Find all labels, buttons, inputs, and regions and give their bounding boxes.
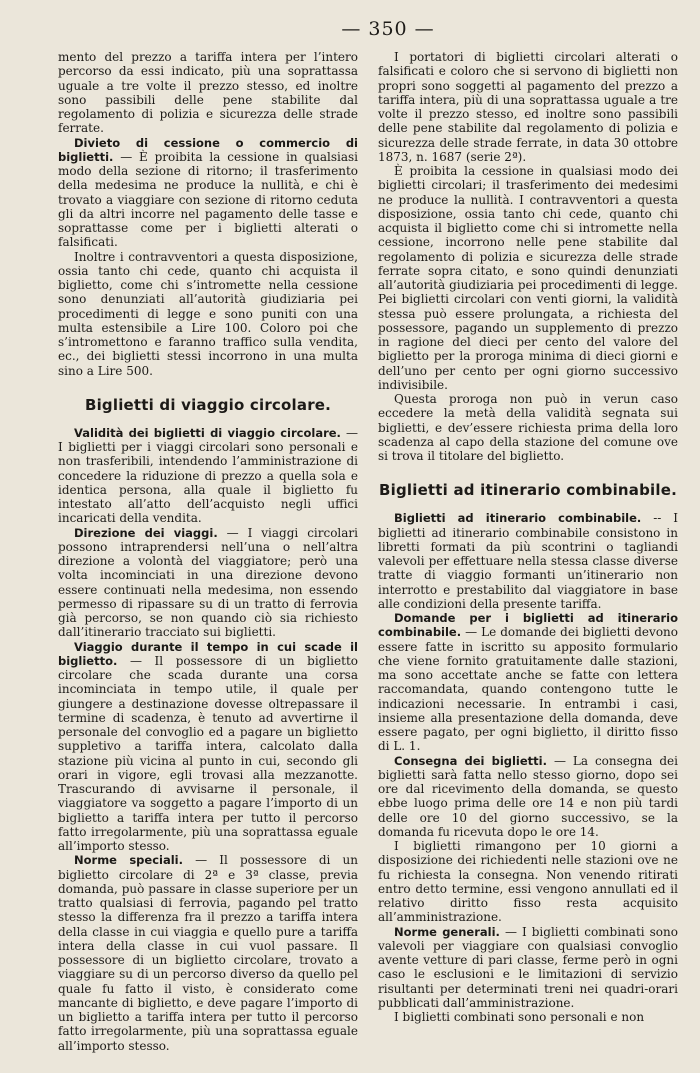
paragraph [58,526,358,640]
paragraph [58,640,358,854]
paragraph-heading: Norme speciali. [74,853,183,868]
paragraph-heading: Divieto di cessione o commercio di biglietti. [58,135,358,164]
section-heading: Biglietti di viaggio circolare. [84,395,332,414]
paragraph: Inoltre i contravventori a questa disposizione, ossia tanto chi cede, quanto chi acquista il biglietto, come chi s’intromette nella cessione sono denunziati all’autorità giudiziaria pei procedimenti di legge e sono puniti con una multa estensibile a Lire 100. Coloro poi che s’intromettono e faranno traffico sulla vendita, ec., dei biglietti stessi incorrono in una multa sino a Lire 500. [58,249,358,378]
paragraph-heading: Direzione dei viaggi. [74,525,218,540]
paragraph: I biglietti combinati sono personali e non [394,1010,645,1024]
right-column [378,50,678,1053]
paragraph-heading: Domande per i biglietti ad itinerario combinabile. [378,611,678,640]
paragraph: È proibita la cessione in qualsiasi modo dei biglietti circolari; il trasferimento dei medesimi ne produce la nullità. I contravventori a questa disposizione, ossia tanto chi cede, quanto chi acquista il biglietto come chi si intromette nella cessione, incorrono nelle pene stabilite dal regolamento di polizia e sicurezza delle strade ferrate sopra citato, e sono quindi denunziati all’autorità giudiziaria pei procedimenti di legge. Pei biglietti circolari con venti giorni, la validità stessa può essere prolungata, a richiesta del possessore, pagando un supplemento di prezzo in ragione del dieci per cento del valore del biglietto per la proroga minima di dieci giorni e dell’uno per cento per ogni giorno successivo indivisibile. [378,164,678,392]
paragraph [58,136,358,250]
paragraph [58,853,358,1053]
paragraph-heading: Validità dei biglietti di viaggio circolare. [74,425,341,440]
paragraph [378,511,678,611]
paragraph [378,925,678,1011]
paragraph-text: — È proibita la cessione in qualsiasi modo della sezione di ritorno; il trasferimento della medesima ne produce la nullità, e chi è trovato a viaggiare con sezione di ritorno ceduta gli da altri incorre nel pagamento delle tasse e soprattasse come per i biglietti alterati o falsificati. [58,149,358,250]
text-columns [58,50,678,1053]
paragraph: I biglietti rimangono per 10 giorni a disposizione dei richiedenti nelle stazioni ove ne fu richiesta la consegna. Non venendo ritirati entro detto termine, essi vengono annullati ed il relativo diritto fisso resta acquisito all’amministrazione. [378,839,678,925]
paragraph-text: — I biglietti per i viaggi circolari sono personali e non trasferibili, intendendo l’amministrazione di concedere la riduzione di prezzo a quella sola e identica persona, alla quale il biglietto fu intestato all’atto dell’acquisto negli uffici incaricati della vendita. [58,425,358,526]
section-heading: Biglietti ad itinerario combinabile. [378,481,678,500]
left-column [58,50,358,1053]
paragraph-text: — Il possessore di un biglietto circolare che scada durante una corsa incominciata in tempo utile, il quale per giungere a destinazione dovesse oltrepassare il termine di scadenza, è tenuto ad avvertirne il personale del convoglio ed a pagare un biglietto suppletivo a tariffa intera, calcolato dalla stazione più vicina al punto in cui, secondo gli orari in vigore, egli trovasi alla mezzanotte. Trascurando di avvisarne il personale, il viaggiatore va soggetto a pagare l’importo di un biglietto a tariffa intera per tutto il percorso fatto irregolarmente, più una soprattassa eguale all’importo stesso. [58,653,358,853]
paragraph [378,754,678,840]
paragraph-text: — Il possessore di un biglietto circolare di 2ª e 3ª classe, previa domanda, può passare in classe superiore per un tratto qualsiasi di ferrovia, pagando pel tratto stesso la differenza fra il prezzo a tariffa intera della classe in cui viaggia e quello pure a tariffa intera della classe in cui vuol passare. Il possessore di un biglietto circolare, trovato a viaggiare su di un percorso diverso da quello pel quale fu fatto il visto, è considerato come mancante di biglietto, e deve pagare l’importo di un biglietto a tariffa intera per tutto il percorso fatto irregolarmente, più una soprattassa eguale all’importo stesso. [58,853,358,1053]
paragraph-text: — Le domande dei biglietti devono essere fatte in iscritto su apposito formulario che viene fornito gratuitamente dalle stazioni, ma sono accettate anche se fatte con lettera raccomandata, quando contengono tutte le indicazioni necessarie. In entrambi i casi, insieme alla presentazione della domanda, deve essere pagato, per ogni biglietto, il diritto fisso di L. 1. [378,625,678,754]
paragraph-heading: Norme generali. [394,924,500,939]
paragraph [378,611,678,754]
paragraph: mento del prezzo a tariffa intera per l’intero percorso da essi indicato, più una soprattassa uguale a tre volte il prezzo stesso, ed inoltre sono passibili delle pene stabilite dal regolamento di polizia e sicurezza delle strade ferrate. [58,50,358,136]
paragraph-text: — La consegna dei biglietti sarà fatta nello stesso giorno, dopo sei ore dal ricevimento della domanda, se questo ebbe luogo prima delle ore 14 e non più tardi delle ore 10 del giorno successivo, se la domanda fu ricevuta dopo le ore 14. [378,753,678,839]
paragraph-text: — I viaggi circolari possono intraprendersi nell’una o nell’altra direzione a volontà del viaggiatore; però una volta incominciati in una direzione devono essere continuati nella medesima, non essendo permesso di ripassare su di un tratto di ferrovia già percorso, se non quando ciò sia richiesto dall’itinerario tracciato sui biglietti. [58,525,359,640]
paragraph-heading: Viaggio durante il tempo in cui scade il biglietto. [58,639,358,668]
page-number: — 350 — [341,18,435,40]
paragraph-text: — I biglietti combinati sono valevoli per viaggiare con qualsiasi convoglio avente vetture di pari classe, ferme però in ogni caso le esclusioni e le limitazioni di servizio risultanti per determinati treni nei quadri-orari pubblicati dall’amministrazione. [378,924,678,1010]
paragraph-heading: Consegna dei biglietti. [394,753,547,768]
paragraph-heading: Biglietti ad itinerario combinabile. [394,511,642,526]
paragraph: Questa proroga non può in verun caso eccedere la metà della validità segnata sui biglietti, e dev’essere richiesta prima della loro scadenza al capo della stazione del comune ove si trova il titolare del biglietto. [378,392,678,463]
paragraph-text: -- I biglietti ad itinerario combinabile consistono in libretti formati da più scontrini o tagliandi valevoli per effettuare nella stessa classe diverse tratte di viaggio formanti un’itinerario non interrotto e prestabilito dal viaggiatore in base alle condizioni della presente tariffa. [378,511,678,611]
paragraph [58,426,358,526]
paragraph: I portatori di biglietti circolari alterati o falsificati e coloro che si servono di biglietti non propri sono soggetti al pagamento del prezzo a tariffa intera, più di una soprattassa uguale a tre volte il prezzo stesso, ed inoltre sono passibili delle pene stabilite dal regolamento di polizia e sicurezza delle strade ferrate, in data 30 ottobre 1873, n. 1687 (serie 2ª). [378,50,678,164]
